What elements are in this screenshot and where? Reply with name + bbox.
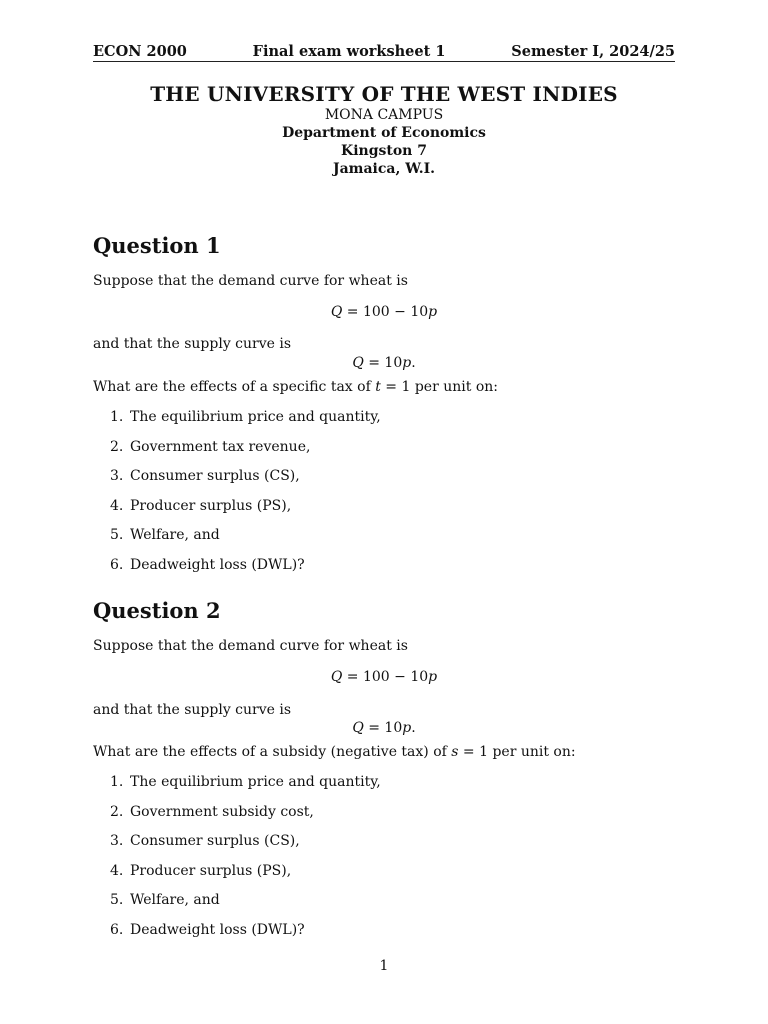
running-header: [93, 40, 675, 62]
campus-name: MONA CAMPUS: [324, 107, 444, 123]
question-1-demand-intro: Suppose that the demand curve for wheat is: [93, 273, 408, 289]
question-1-supply-equation: Q = 10p.: [352, 355, 416, 371]
institution-block: [93, 82, 675, 178]
university-name: THE UNIVERSITY OF THE WEST INDIES: [150, 82, 618, 106]
list-item: 3. Consumer surplus (CS),: [110, 468, 300, 484]
list-item: 6. Deadweight loss (DWL)?: [110, 922, 305, 938]
question-2-supply-intro: and that the supply curve is: [93, 702, 292, 718]
page-number: 1: [379, 958, 389, 974]
list-item: 3. Consumer surplus (CS),: [110, 833, 300, 849]
list-item: 2. Government tax revenue,: [110, 439, 311, 455]
course-code: ECON 2000: [93, 43, 187, 60]
list-item: 1. The equilibrium price and quantity,: [110, 774, 381, 790]
question-2-prompt: What are the effects of a subsidy (negative tax) of s = 1 per unit on:: [93, 744, 576, 760]
question-1-prompt: What are the effects of a specific tax of t = 1 per unit on:: [93, 379, 498, 395]
list-item: 1. The equilibrium price and quantity,: [110, 409, 381, 425]
country-line: Jamaica, W.I.: [332, 161, 436, 177]
question-2-demand-intro: Suppose that the demand curve for wheat is: [93, 638, 408, 654]
question-2-supply-equation: Q = 10p.: [352, 720, 416, 736]
list-item: 4. Producer surplus (PS),: [110, 498, 292, 514]
list-item: 6. Deadweight loss (DWL)?: [110, 557, 305, 573]
semester-label: Semester I, 2024/25: [511, 43, 675, 60]
question-1-demand-equation: Q = 100 − 10p: [330, 304, 438, 320]
question-1-heading: Question 1: [93, 233, 221, 258]
city-line: Kingston 7: [341, 143, 427, 159]
list-item: 4. Producer surplus (PS),: [110, 863, 292, 879]
question-1-supply-intro: and that the supply curve is: [93, 336, 292, 352]
list-item: 5. Welfare, and: [110, 527, 220, 543]
document-title: Final exam worksheet 1: [252, 43, 446, 60]
list-item: 2. Government subsidy cost,: [110, 804, 314, 820]
question-2-heading: Question 2: [93, 598, 221, 623]
list-item: 5. Welfare, and: [110, 892, 220, 908]
question-2-demand-equation: Q = 100 − 10p: [330, 669, 438, 685]
department-name: Department of Economics: [282, 125, 486, 141]
